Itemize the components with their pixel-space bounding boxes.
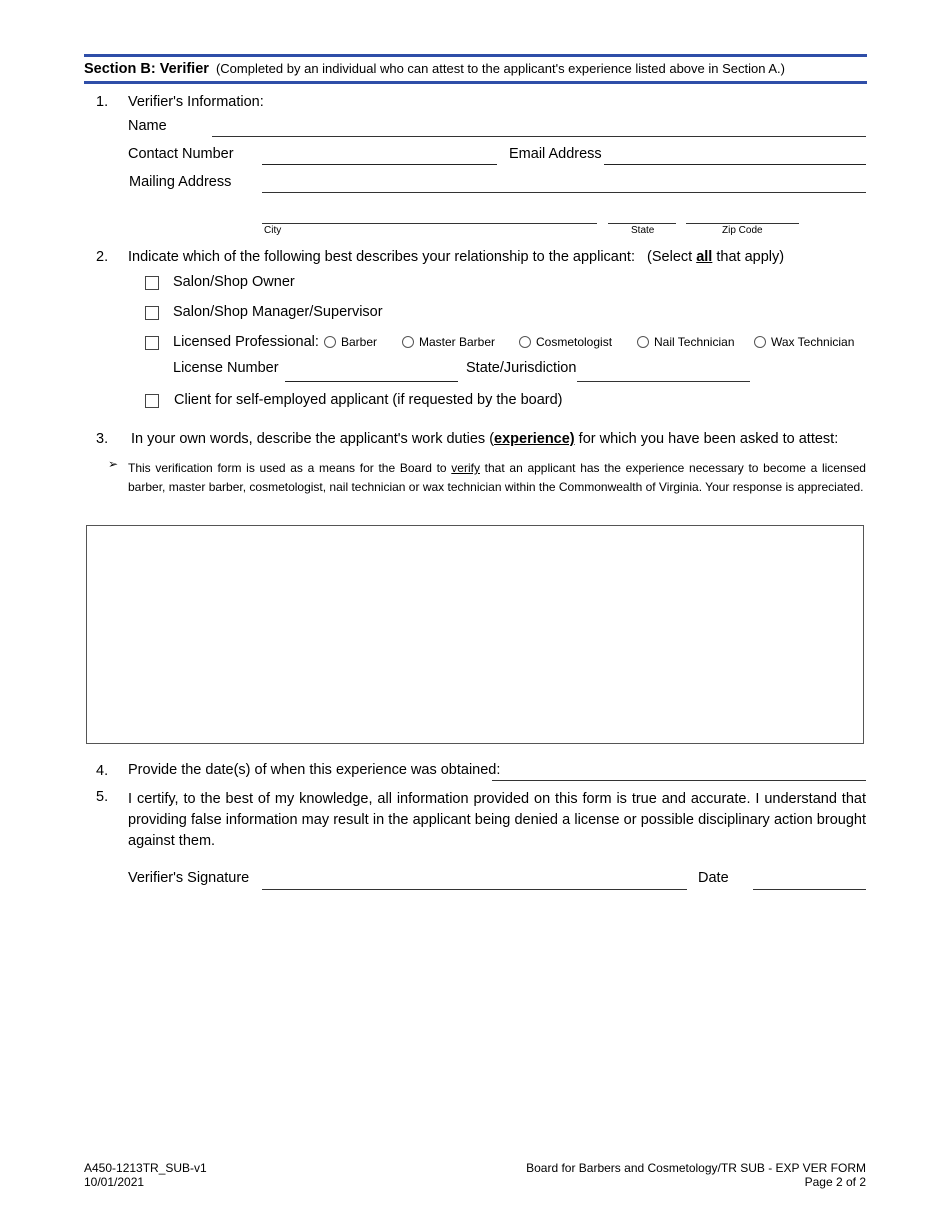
master-barber-radio-option[interactable] (402, 335, 495, 349)
signature-field[interactable] (262, 889, 687, 890)
city-field[interactable] (262, 223, 597, 224)
wax-technician-radio[interactable] (754, 336, 766, 348)
mailing-address-field[interactable] (262, 192, 866, 193)
signature-label: Verifier's Signature (128, 870, 250, 886)
item2-number: 2. (96, 249, 109, 265)
item4-number: 4. (96, 763, 109, 779)
verification-note (128, 459, 866, 497)
zip-code-field[interactable] (686, 223, 799, 224)
item2-prompt-line (128, 249, 784, 265)
item4-prompt: Provide the date(s) of when this experience was obtained: (128, 762, 501, 778)
email-address-label: Email Address (509, 146, 602, 162)
note-post: that an applicant has the experience necessary to become a licensed barber, master barber, cosmetologist, nail technician or wax technician within the Commonwealth of Virginia. Your response is appreciated. (128, 461, 866, 494)
experience-dates-field[interactable] (492, 780, 866, 781)
name-label: Name (128, 118, 167, 134)
item3-prompt-pre: In your own words, describe the applicant's work duties ( (131, 431, 495, 447)
section-name: Verifier (159, 61, 209, 77)
email-address-field[interactable] (604, 164, 866, 165)
salon-owner-checkbox[interactable] (145, 276, 159, 290)
zip-code-label: Zip Code (722, 225, 763, 236)
item1-title: Verifier's Information: (128, 94, 264, 110)
contact-number-field[interactable] (262, 164, 497, 165)
state-label: State (631, 225, 655, 236)
nail-technician-radio[interactable] (637, 336, 649, 348)
licensed-professional-label: Licensed Professional: (173, 334, 319, 350)
wax-technician-radio-option[interactable] (754, 335, 854, 349)
footer-form-code: A450-1213TR_SUB-v1 (84, 1161, 207, 1175)
city-label: City (264, 225, 282, 236)
cosmetologist-radio-option[interactable] (519, 335, 612, 349)
master-barber-label: Master Barber (419, 335, 496, 349)
signature-date-label: Date (698, 870, 729, 886)
note-bullet: ➢ (108, 457, 119, 471)
barber-radio[interactable] (324, 336, 336, 348)
client-checkbox[interactable] (145, 394, 159, 408)
state-jurisdiction-field[interactable] (577, 381, 750, 382)
salon-owner-label: Salon/Shop Owner (173, 274, 295, 290)
salon-manager-checkbox[interactable] (145, 306, 159, 320)
name-field[interactable] (212, 136, 866, 137)
item2-select-post: that apply) (716, 249, 785, 265)
item3-prompt-line (131, 431, 838, 447)
item1-number: 1. (96, 94, 109, 110)
mailing-address-label: Mailing Address (129, 174, 232, 190)
section-label: Section B: (84, 61, 156, 77)
item3-number: 3. (96, 431, 109, 447)
licensed-professional-checkbox[interactable] (145, 336, 159, 350)
certification-text: I certify, to the best of my knowledge, all information provided on this form is true and accurate. I understand that providing false information may result in the applicant being denied a license or possible disciplinary action brought against them. (128, 791, 866, 849)
item2-prompt: Indicate which of the following best describes your relationship to the applicant: (128, 249, 635, 265)
state-field[interactable] (608, 223, 676, 224)
state-jurisdiction-label: State/Jurisdiction (466, 360, 577, 376)
salon-manager-label: Salon/Shop Manager/Supervisor (173, 304, 383, 320)
footer-page-number: Page 2 of 2 (804, 1175, 866, 1189)
item2-select-pre: (Select (647, 249, 693, 265)
signature-date-field[interactable] (753, 889, 866, 890)
note-verify: verify (451, 461, 480, 475)
note-pre: This verification form is used as a means for the Board to (128, 461, 452, 475)
barber-label: Barber (341, 335, 378, 349)
cosmetologist-radio[interactable] (519, 336, 531, 348)
item2-select-all: all (696, 249, 713, 265)
work-duties-textarea[interactable] (86, 525, 864, 744)
section-header (84, 61, 785, 77)
contact-number-label: Contact Number (128, 146, 234, 162)
license-number-field[interactable] (285, 381, 458, 382)
wax-technician-label: Wax Technician (771, 335, 855, 349)
item3-prompt-bold: experience) (494, 431, 575, 447)
barber-radio-option[interactable] (324, 335, 377, 349)
footer-board-line: Board for Barbers and Cosmetology/TR SUB - EXP VER FORM (526, 1161, 866, 1175)
item5-number: 5. (96, 789, 109, 805)
item3-prompt-post: for which you have been asked to attest: (574, 431, 839, 447)
cosmetologist-label: Cosmetologist (536, 335, 613, 349)
nail-technician-radio-option[interactable] (637, 335, 735, 349)
master-barber-radio[interactable] (402, 336, 414, 348)
footer-form-date: 10/01/2021 (84, 1175, 145, 1189)
license-number-label: License Number (173, 360, 279, 376)
client-label: Client for self-employed applicant (if requested by the board) (174, 392, 563, 408)
section-description: (Completed by an individual who can attest to the applicant's experience listed above in Section A.) (215, 61, 785, 76)
section-bottom-rule (84, 81, 867, 84)
section-top-rule (84, 54, 867, 57)
nail-technician-label: Nail Technician (654, 335, 735, 349)
